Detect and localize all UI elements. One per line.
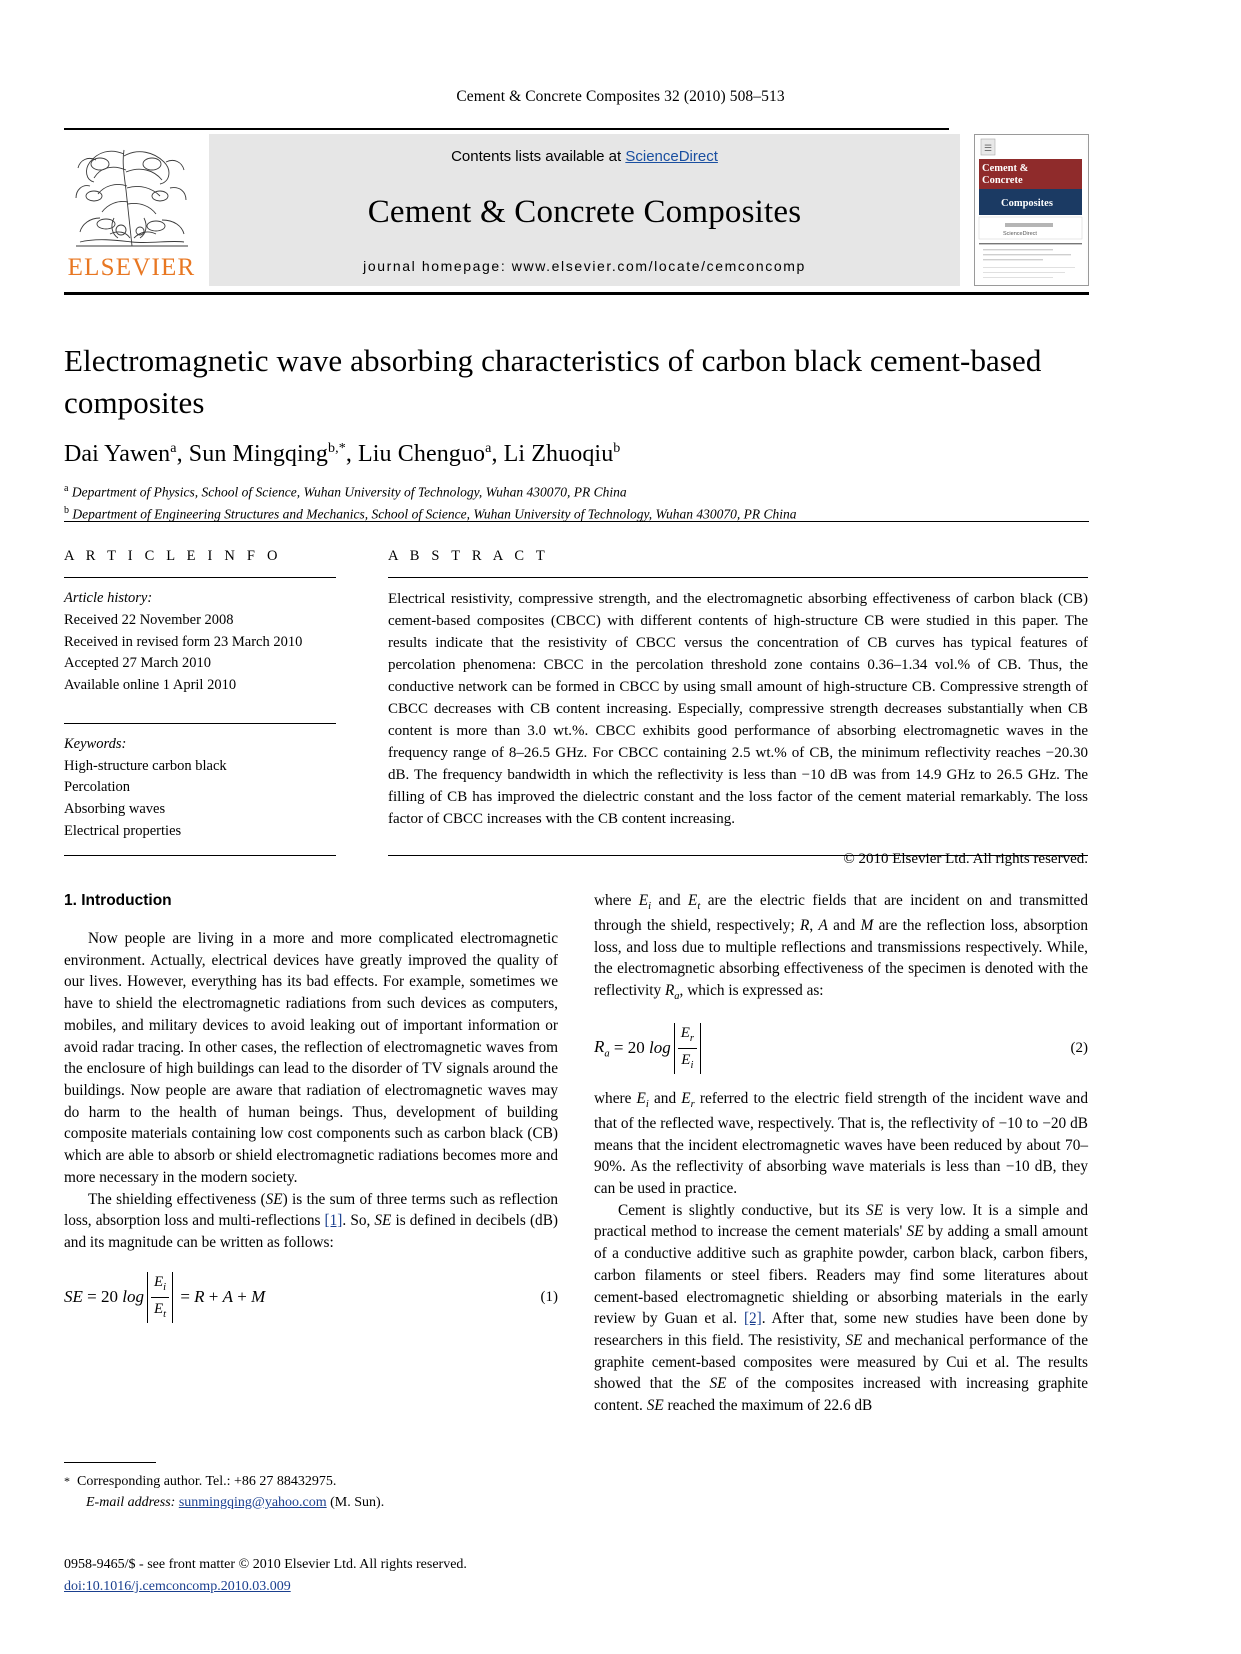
email-suffix: (M. Sun).: [330, 1495, 385, 1510]
paragraph: [64, 1189, 558, 1254]
journal-masthead: [64, 128, 1089, 295]
article-history-label: Article history:: [64, 590, 153, 606]
body-column-left: [64, 890, 558, 1337]
elsevier-logo: [64, 134, 199, 286]
keywords-label: Keywords:: [64, 735, 127, 752]
affiliation-item: [64, 481, 1089, 503]
doi-link[interactable]: doi:10.1016/j.cemconcomp.2010.03.009: [64, 1578, 291, 1594]
paragraph-text: and mechanical performance of the graphite cement-based composites were measured by Cui et al. The results showed that the: [594, 1332, 1088, 1393]
paragraph-text: ) is the sum of three terms such as reflection loss, absorption loss and multi-reflections: [64, 1190, 559, 1230]
affiliation-mark: b: [64, 505, 69, 517]
affiliation-list: [64, 481, 1089, 526]
equation-number: (1): [540, 1288, 558, 1305]
reference-link-1[interactable]: [1]: [324, 1212, 343, 1230]
abstract-heading: A B S T R A C T: [388, 548, 549, 564]
author-name: Li Zhuoqiu: [503, 441, 614, 468]
journal-cover-thumbnail: [974, 134, 1089, 286]
masthead-center: [209, 134, 960, 286]
paragraph: where $E_i$ and $E_r$ referred to the electric field strength of the incident wave and that of the reflected wave, respectively. That is, the reflectivity of −10 to −20 dB means that the incident electromagnetic waves have been reduced by about 70–90%. As the reflectivity of absorbing wave materials is less than −10 dB, they can be used in practice.: [594, 1089, 1088, 1197]
abstract-column: [388, 548, 1088, 868]
footnote-email-line: [64, 1492, 558, 1513]
footnote-corresponding-line: [64, 1471, 558, 1492]
footnote-corresponding-text: Corresponding author. Tel.: +86 27 88432975.: [77, 1474, 337, 1489]
body-column-right: [594, 890, 1088, 1417]
author-affil-mark: b: [613, 441, 621, 457]
paragraph-text: by adding a small amount of a conductive additive such as graphite powder, carbon black, carbon fibers, carbon filaments or steel fibers. Readers may find some literatures about cement-based electromagnetic shielding or absorbing materials in the early review by Guan et al.: [594, 1223, 1088, 1328]
contents-prefix-text: Contents lists available at: [451, 148, 626, 165]
article-info-divider: [64, 577, 336, 578]
author-name: Dai Yawen: [64, 441, 171, 468]
author-entry: [64, 441, 189, 467]
abstract-bottom-rule: [388, 855, 1088, 856]
paragraph-text: . So,: [342, 1212, 375, 1230]
section-heading-introduction: 1. Introduction: [64, 892, 172, 909]
elsevier-tree-icon: [66, 134, 198, 252]
svg-text:Composites: Composites: [1001, 198, 1053, 209]
affiliation-mark: a: [64, 483, 69, 495]
affiliation-item: [64, 503, 1089, 525]
paragraph: [594, 1200, 1088, 1417]
author-entry: [504, 441, 621, 467]
absolute-value-bars: [674, 1023, 701, 1074]
author-affil-mark: a: [485, 441, 492, 457]
footnote-rule: [64, 1462, 156, 1463]
term-se: SE: [845, 1332, 863, 1350]
svg-text:☰: ☰: [984, 143, 993, 153]
fraction-er-ei: $\frac{E_r}{E_i}$: [678, 1023, 697, 1074]
paragraph: where $E_i$ and $E_t$ are the electric fields that are incident on and transmitted through the shield, respectively; R, A and M are the reflection loss, absorption loss, and loss due to multiple reflections and transmissions respectively. While, the electromagnetic absorbing effectiveness of the specimen is denoted with the reflectivity $R_a$, which is expressed as:: [594, 892, 1088, 1003]
abstract-text: Electrical resistivity, compressive strength, and the electromagnetic absorbing effectiveness of carbon black (CB) cement-based composites (CBCC) with different contents of high-structure CB were studied in this paper. The results indicate that the resistivity of CBCC versus the concentration of CB curves has typical features of percolation phenomena: CBCC in the percolation threshold zone contains 0.36–1.34 vol.% of CB. Thus, the conductive network can be formed in CBCC by using small amount of high-structure CB. Compressive strength of CBCC decreases with CB content increasing. Especially, compressive strength decreases substantially when CB content is more than 3.0 wt.%. CBCC exhibits good performance of absorbing electromagnetic waves in the frequency range of 8–26.5 GHz. For CBCC containing 2.5 wt.% of CB, the minimum reflectivity reaches −20.30 dB. The frequency bandwidth in which the reflectivity is less than −10 dB was from 14.9 GHz to 26.5 GHz. The filling of CB has improved the dielectric constant and the loss factor of the cement material remarkably. The loss factor of CBCC increases with the CB content increasing.: [388, 591, 1088, 828]
author-list: [64, 441, 1089, 468]
page-title: Electromagnetic wave absorbing characteristics of carbon black cement-based composites: [64, 343, 1042, 420]
keyword-item: Electrical properties: [64, 822, 182, 839]
journal-homepage-line: journal homepage: www.elsevier.com/locate/cemconcomp: [363, 258, 806, 274]
article-info-column: [64, 548, 336, 843]
author-separator: ,: [176, 441, 189, 468]
paragraph: Now people are living in a more and more complicated electromagnetic environment. Actually, electrical devices have greatly improved the quality of our lives. However, everything has its bad effects. For example, sometimes we have to shield the electromagnetic radiations from such devices as computers, mobiles, and military devices to avoid leaking out of important information or avoid radar tracing. In other cases, the reflection of electromagnetic waves from the enclosure of high buildings can lead to the disorder of TV signals around the buildings. Now people are aware that radiation of electromagnetic waves may do harm to the health of human beings. Thus, development of building composite materials containing low cost components such as carbon black (CB) which are able to absorb or shield electromagnetic radiations becomes more and more necessary in the modern society.: [64, 930, 558, 1186]
article-info-heading: A R T I C L E I N F O: [64, 548, 282, 564]
author-entry: [358, 441, 504, 467]
article-history-item: Received in revised form 23 March 2010: [64, 633, 303, 650]
term-se: SE: [374, 1212, 392, 1230]
page-footer: [64, 1554, 467, 1597]
article-history-item: Received 22 November 2008: [64, 611, 234, 628]
keyword-item: High-structure carbon black: [64, 757, 227, 774]
paragraph-text: . After that, some new studies have been done by researchers in this field. The resistivity,: [594, 1310, 1089, 1350]
abstract-copyright: © 2010 Elsevier Ltd. All rights reserved.: [843, 850, 1088, 867]
equation-number: (2): [1070, 1039, 1088, 1056]
journal-title: Cement & Concrete Composites: [367, 194, 802, 230]
svg-text:Concrete: Concrete: [982, 175, 1023, 186]
article-history-item: Accepted 27 March 2010: [64, 655, 211, 672]
keyword-item: Absorbing waves: [64, 801, 166, 817]
paragraph-text: of the composites increased with increasing graphite content.: [594, 1375, 1088, 1415]
keyword-item: Percolation: [64, 779, 131, 796]
corresponding-author-footnote: [64, 1462, 558, 1513]
paragraph-text: Cement is slightly conductive, but its: [618, 1201, 867, 1219]
author-separator: ,: [491, 441, 504, 468]
info-top-rule: [64, 521, 1089, 522]
term-se: SE: [265, 1190, 283, 1208]
author-affil-mark: b,*: [328, 441, 346, 457]
fraction-ei-et: $\frac{E_i}{E_t}$: [151, 1272, 169, 1323]
sciencedirect-link[interactable]: ScienceDirect: [625, 148, 718, 165]
author-affil-mark: a: [170, 441, 177, 457]
svg-text:Cement &: Cement &: [982, 163, 1029, 174]
paragraph-text: The shielding effectiveness (: [88, 1190, 266, 1208]
equation-2: $R_a$ = 20 log $\frac{E_r}{E_i}$ (2): [594, 1023, 1088, 1074]
keywords-group: [64, 723, 336, 843]
abstract-divider: [388, 577, 1088, 578]
issn-copyright-line: 0958-9465/$ - see front matter © 2010 Elsevier Ltd. All rights reserved.: [64, 1557, 467, 1572]
affiliation-text: Department of Physics, School of Science, Wuhan University of Technology, Wuhan 430070, PR China: [71, 484, 627, 500]
info-bottom-rule: [64, 855, 336, 856]
footnote-asterisk: *: [64, 1474, 70, 1488]
author-name: Sun Mingqing: [188, 441, 328, 468]
affiliation-text: Department of Engineering Structures and Mechanics, School of Science, Wuhan University of Technology, Wuhan 430070, PR China: [72, 506, 797, 522]
paragraph-text: is very low. It is a simple and practical method to increase the cement materials': [594, 1201, 1088, 1241]
term-se: SE: [646, 1397, 664, 1415]
term-se: SE: [866, 1201, 884, 1219]
masthead-bottom-rule: [64, 292, 1089, 295]
masthead-top-rule: [64, 128, 949, 130]
keywords-divider: [64, 723, 336, 724]
paragraph-text: is defined in decibels (dB) and its magnitude can be written as follows:: [64, 1212, 559, 1252]
author-name: Liu Chenguo: [358, 441, 486, 468]
cover-art-icon: [975, 135, 1086, 285]
title-block: [64, 340, 1089, 526]
running-head: Cement & Concrete Composites 32 (2010) 508–513: [456, 88, 785, 105]
reference-link-2[interactable]: [2]: [743, 1310, 762, 1328]
contents-available-line: [209, 148, 960, 165]
equation-1: SE = 20 log $\frac{E_i}{E_t}$ = R + A + M (1): [64, 1272, 558, 1323]
svg-text:ScienceDirect: ScienceDirect: [1003, 231, 1037, 237]
elsevier-wordmark: ELSEVIER: [67, 254, 196, 281]
paragraph-text: reached the maximum of 22.6 dB: [663, 1397, 873, 1415]
absolute-value-bars: [147, 1272, 173, 1323]
term-se: SE: [709, 1375, 727, 1393]
email-label: E-mail address:: [86, 1495, 176, 1510]
term-se: SE: [906, 1223, 924, 1241]
email-link[interactable]: sunmingqing@yahoo.com: [178, 1495, 327, 1510]
author-entry: [189, 441, 358, 467]
author-separator: ,: [345, 441, 359, 468]
article-history-item: Available online 1 April 2010: [64, 677, 237, 693]
